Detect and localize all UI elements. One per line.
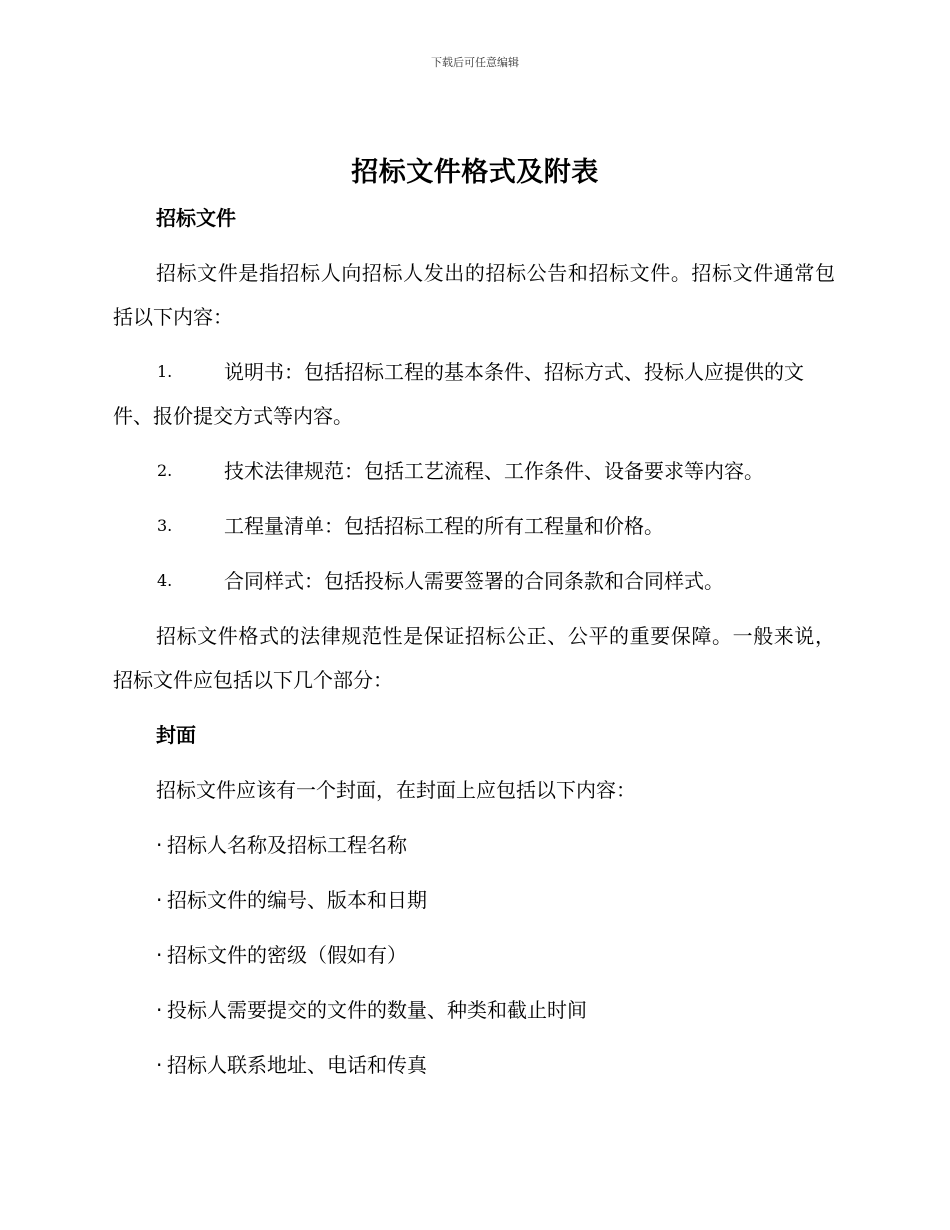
paragraph-outro: 招标文件格式的法律规范性是保证招标公正、公平的重要保障。一般来说，招标文件应包括以下几个部分： (113, 624, 835, 692)
item-text: 合同样式：包括投标人需要签署的合同条款和合同样式。 (224, 569, 724, 593)
bullet-item-2 (113, 878, 835, 922)
item-text: 工程量清单：包括招标工程的所有工程量和价格。 (224, 514, 664, 538)
bullet-dot-icon: · (156, 943, 163, 967)
bullet-text: 招标人联系地址、电话和传真 (167, 1053, 427, 1077)
bullet-item-1 (113, 823, 835, 867)
section-heading-cover: 封面 (156, 723, 196, 747)
bullet-dot-icon: · (156, 1053, 163, 1077)
bullet-dot-icon: · (156, 833, 163, 857)
bullet-text: 招标文件的密级（假如有） (167, 943, 407, 967)
item-number: 2. (157, 461, 173, 480)
section-heading-tender-docs: 招标文件 (156, 206, 236, 230)
bullet-item-4 (113, 988, 835, 1032)
bullet-text: 招标文件的编号、版本和日期 (167, 888, 427, 912)
header-note: 下载后可任意编辑 (431, 56, 519, 69)
bullet-text: 招标人名称及招标工程名称 (167, 833, 407, 857)
numbered-item-3 (113, 504, 835, 548)
bullet-text: 投标人需要提交的文件的数量、种类和截止时间 (167, 998, 587, 1022)
item-text: 说明书：包括招标工程的基本条件、招标方式、投标人应提供的文件、报价提交方式等内容。 (113, 360, 804, 428)
bullet-item-3 (113, 933, 835, 977)
bullet-item-5 (113, 1043, 835, 1087)
numbered-item-1 (113, 350, 835, 438)
paragraph-intro: 招标文件是指招标人向招标人发出的招标公告和招标文件。招标文件通常包括以下内容： (113, 261, 835, 329)
paragraph-cover-intro: 招标文件应该有一个封面，在封面上应包括以下内容： (156, 778, 636, 802)
document-title: 招标文件格式及附表 (351, 157, 599, 188)
item-text: 技术法律规范：包括工艺流程、工作条件、设备要求等内容。 (224, 459, 764, 483)
bullet-dot-icon: · (156, 888, 163, 912)
item-number: 3. (157, 516, 173, 535)
document-body (113, 196, 835, 1098)
item-number: 1. (157, 362, 173, 381)
bullet-dot-icon: · (156, 998, 163, 1022)
numbered-item-4 (113, 559, 835, 603)
numbered-item-2 (113, 449, 835, 493)
item-number: 4. (157, 571, 173, 590)
